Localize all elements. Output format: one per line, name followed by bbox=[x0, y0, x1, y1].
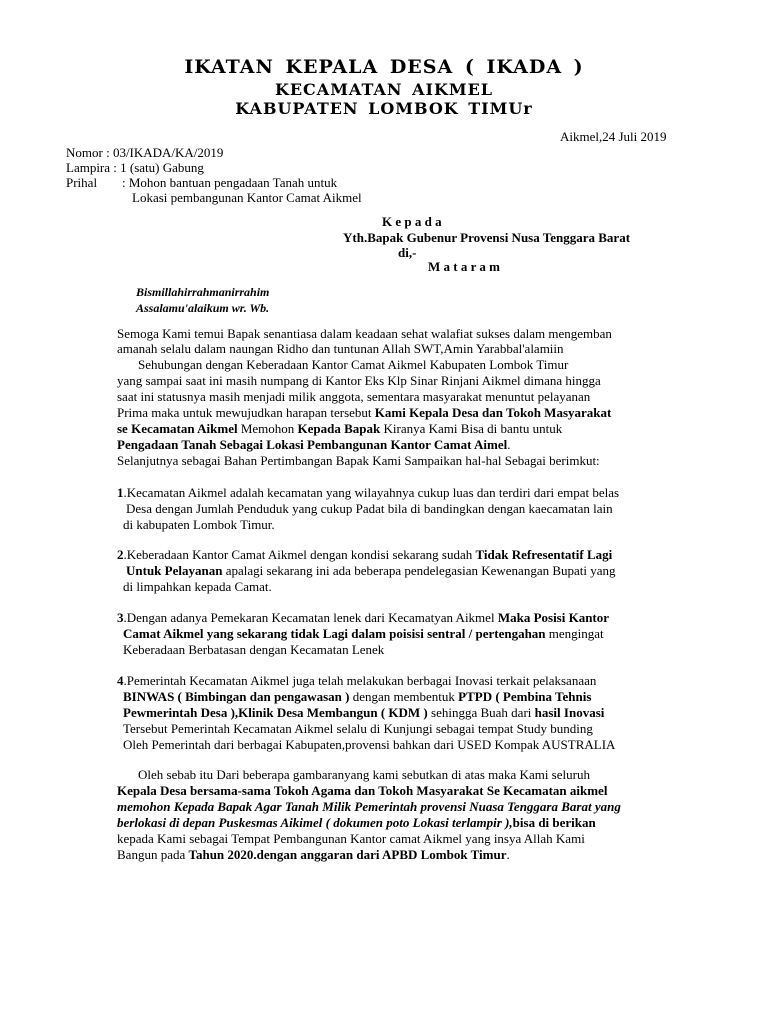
item4-line2-bold2: PTPD ( Pembina Tehnis bbox=[458, 689, 592, 704]
closing-line6-text: Bangun pada bbox=[117, 847, 189, 862]
item3-line1-text: .Dengan adanya Pemekaran Kecamatan lenek dari Kecamatyan Aikmel bbox=[123, 610, 498, 625]
item2-line1 bbox=[117, 547, 612, 563]
item2-line2-text: apalagi sekarang ini ada beberapa pendelegasian Kewenangan Bupati yang bbox=[222, 563, 616, 578]
item4-line3-bold1: Pewmerintah Desa ),Klinik Desa Membangun ( KDM ) bbox=[123, 705, 428, 720]
item3-line2 bbox=[123, 626, 604, 642]
closing-line5: kepada Kami sebagai Tempat Pembangunan Kantor camat Aikmel yang insya Allah Kami bbox=[117, 831, 585, 846]
letter-subject-line1: : Mohon bantuan pengadaan Tanah untuk bbox=[122, 175, 338, 190]
para2-line5-text1: Memohon bbox=[237, 421, 298, 436]
greeting-bismillah: Bismillahirrahmanirrahim bbox=[136, 285, 270, 299]
para2-line4 bbox=[117, 405, 611, 421]
opening-line2: amanah selalu dalam naungan Ridho dan tuntunan Allah SWT,Amin Yarabbal'alamiin bbox=[117, 341, 564, 356]
item4-line2 bbox=[123, 689, 591, 705]
para2-line2: yang sampai saat ini masih numpang di Kantor Eks Klp Sinar Rinjani Aikmel dimana hingga bbox=[117, 373, 601, 388]
item2-line2-bold: Untuk Pelayanan bbox=[126, 563, 223, 578]
item1-line2: Desa dengan Jumlah Penduduk yang cukup Padat bila di bandingkan dengan kaecamatan lain bbox=[126, 501, 613, 516]
item4-line3 bbox=[123, 705, 604, 721]
closing-line4 bbox=[117, 815, 596, 831]
para2-line5-text2: Kiranya Kami Bisa di bantu untuk bbox=[380, 421, 563, 436]
closing-line4-bold: bisa di berikan bbox=[512, 815, 596, 830]
letter-date: Aikmel,24 Juli 2019 bbox=[560, 129, 667, 144]
closing-line6 bbox=[117, 847, 510, 863]
item4-line3-bold2: hasil Inovasi bbox=[534, 705, 605, 720]
para2-line6-bold: Pengadaan Tanah Sebagai Lokasi Pembangunan Kantor Camat Aimel bbox=[117, 437, 508, 452]
item1-line1 bbox=[117, 485, 619, 501]
recipient-di: di,- bbox=[398, 245, 417, 260]
para2-line5 bbox=[117, 421, 562, 437]
item2-line1-bold: Tidak Refresentatif Lagi bbox=[475, 547, 613, 562]
para2-line5-bold2: Kepada Bapak bbox=[297, 421, 381, 436]
para2-line4-bold: Kami Kepala Desa dan Tokoh Masyarakat bbox=[374, 405, 612, 420]
closing-line6-bold: Tahun 2020.dengan anggaran dari APBD Lombok Timur bbox=[188, 847, 507, 862]
item1-line1-text: .Kecamatan Aikmel adalah kecamatan yang wilayahnya cukup luas dan terdiri dari empat belas bbox=[123, 485, 620, 500]
item3-line1 bbox=[117, 610, 609, 626]
item4-line2-text: dengan membentuk bbox=[349, 689, 459, 704]
item2-line1-text: .Keberadaan Kantor Camat Aikmel dengan kondisi sekarang sudah bbox=[123, 547, 476, 562]
closing-line6-end: . bbox=[506, 847, 510, 862]
letter-regency: KABUPATEN LOMBOK TIMUr bbox=[235, 99, 533, 118]
item3-line1-bold: Maka Posisi Kantor bbox=[497, 610, 610, 625]
item3-line2-text: mengingat bbox=[545, 626, 604, 641]
para2-line6-text: . bbox=[507, 437, 511, 452]
item2-line2 bbox=[126, 563, 616, 579]
item4-line3-text: sehingga Buah dari bbox=[427, 705, 535, 720]
para2-line3: saat ini statusnya masih menjadi milik anggota, sementara masyarakat menuntut pelayanan bbox=[117, 389, 591, 404]
item3-line2-bold: Camat Aikmel yang sekarang tidak Lagi dalam poisisi sentral / pertengahan bbox=[123, 626, 546, 641]
opening-line1: Semoga Kami temui Bapak senantiasa dalam keadaan sehat walafiat sukses dalam mengemban bbox=[117, 326, 612, 341]
item4-line2-bold1: BINWAS ( Bimbingan dan pengawasan ) bbox=[123, 689, 350, 704]
item4-line5: Oleh Pemerintah dari berbagai Kabupaten,provensi bahkan dari USED Kompak AUSTRALIA bbox=[123, 737, 616, 752]
closing-line1: Oleh sebab itu Dari beberapa gambaranyang kami sebutkan di atas maka Kami seluruh bbox=[138, 767, 590, 782]
para2-line4-text: Prima maka untuk mewujudkan harapan tersebut bbox=[117, 405, 375, 420]
item4-line1 bbox=[117, 673, 596, 689]
closing-line3: memohon Kepada Bapak Agar Tanah Milik Pemerintah provensi Nuasa Tenggara Barat yang bbox=[117, 799, 621, 814]
item1-number: 1 bbox=[117, 485, 124, 500]
item3-number: 3 bbox=[117, 610, 124, 625]
letter-attachment: Lampira : 1 (satu) Gabung bbox=[66, 160, 204, 175]
recipient-kepada: K e p a d a bbox=[382, 214, 442, 229]
recipient-city: M a t a r a m bbox=[428, 259, 500, 274]
letter-subject-line2: Lokasi pembangunan Kantor Camat Aikmel bbox=[132, 190, 362, 205]
recipient-name: Yth.Bapak Gubenur Provensi Nusa Tenggara Barat bbox=[343, 230, 631, 245]
item3-line3: Keberadaan Berbatasan dengan Kecamatan Lenek bbox=[123, 642, 385, 657]
para2-line6 bbox=[117, 437, 510, 453]
letter-number: Nomor : 03/IKADA/KA/2019 bbox=[66, 145, 224, 160]
item4-line4: Tersebut Pemerintah Kecamatan Aikmel selalu di Kunjungi sebagai tempat Study bunding bbox=[123, 721, 593, 736]
para2-line1: Sehubungan dengan Keberadaan Kantor Camat Aikmel Kabupaten Lombok Timur bbox=[138, 357, 569, 372]
greeting-salam: Assalamu'alaikum wr. Wb. bbox=[136, 301, 270, 315]
item2-number: 2 bbox=[117, 547, 124, 562]
closing-line2: Kepala Desa bersama-sama Tokoh Agama dan Tokoh Masyarakat Se Kecamatan aikmel bbox=[117, 783, 608, 798]
item1-line3: di kabupaten Lombok Timur. bbox=[123, 517, 275, 532]
item4-line1-text: .Pemerintah Kecamatan Aikmel juga telah melakukan berbagai Inovasi terkait pelaksanaan bbox=[123, 673, 597, 688]
item2-line3: di limpahkan kepada Camat. bbox=[123, 579, 272, 594]
letter-title: IKATAN KEPALA DESA ( IKADA ) bbox=[184, 56, 584, 78]
para2-line5-bold1: se Kecamatan Aikmel bbox=[117, 421, 238, 436]
para2-line7: Selanjutnya sebagai Bahan Pertimbangan Bapak Kami Sampaikan hal-hal Sebagai berimkut: bbox=[117, 453, 600, 468]
closing-line4-italic: berlokasi di depan Puskesmas Aikimel ( dokumen poto Lokasi terlampir ), bbox=[117, 815, 513, 830]
letter-district: KECAMATAN AIKMEL bbox=[274, 80, 494, 99]
letter-subject-label: Prihal bbox=[66, 175, 98, 190]
item4-number: 4 bbox=[117, 673, 124, 688]
